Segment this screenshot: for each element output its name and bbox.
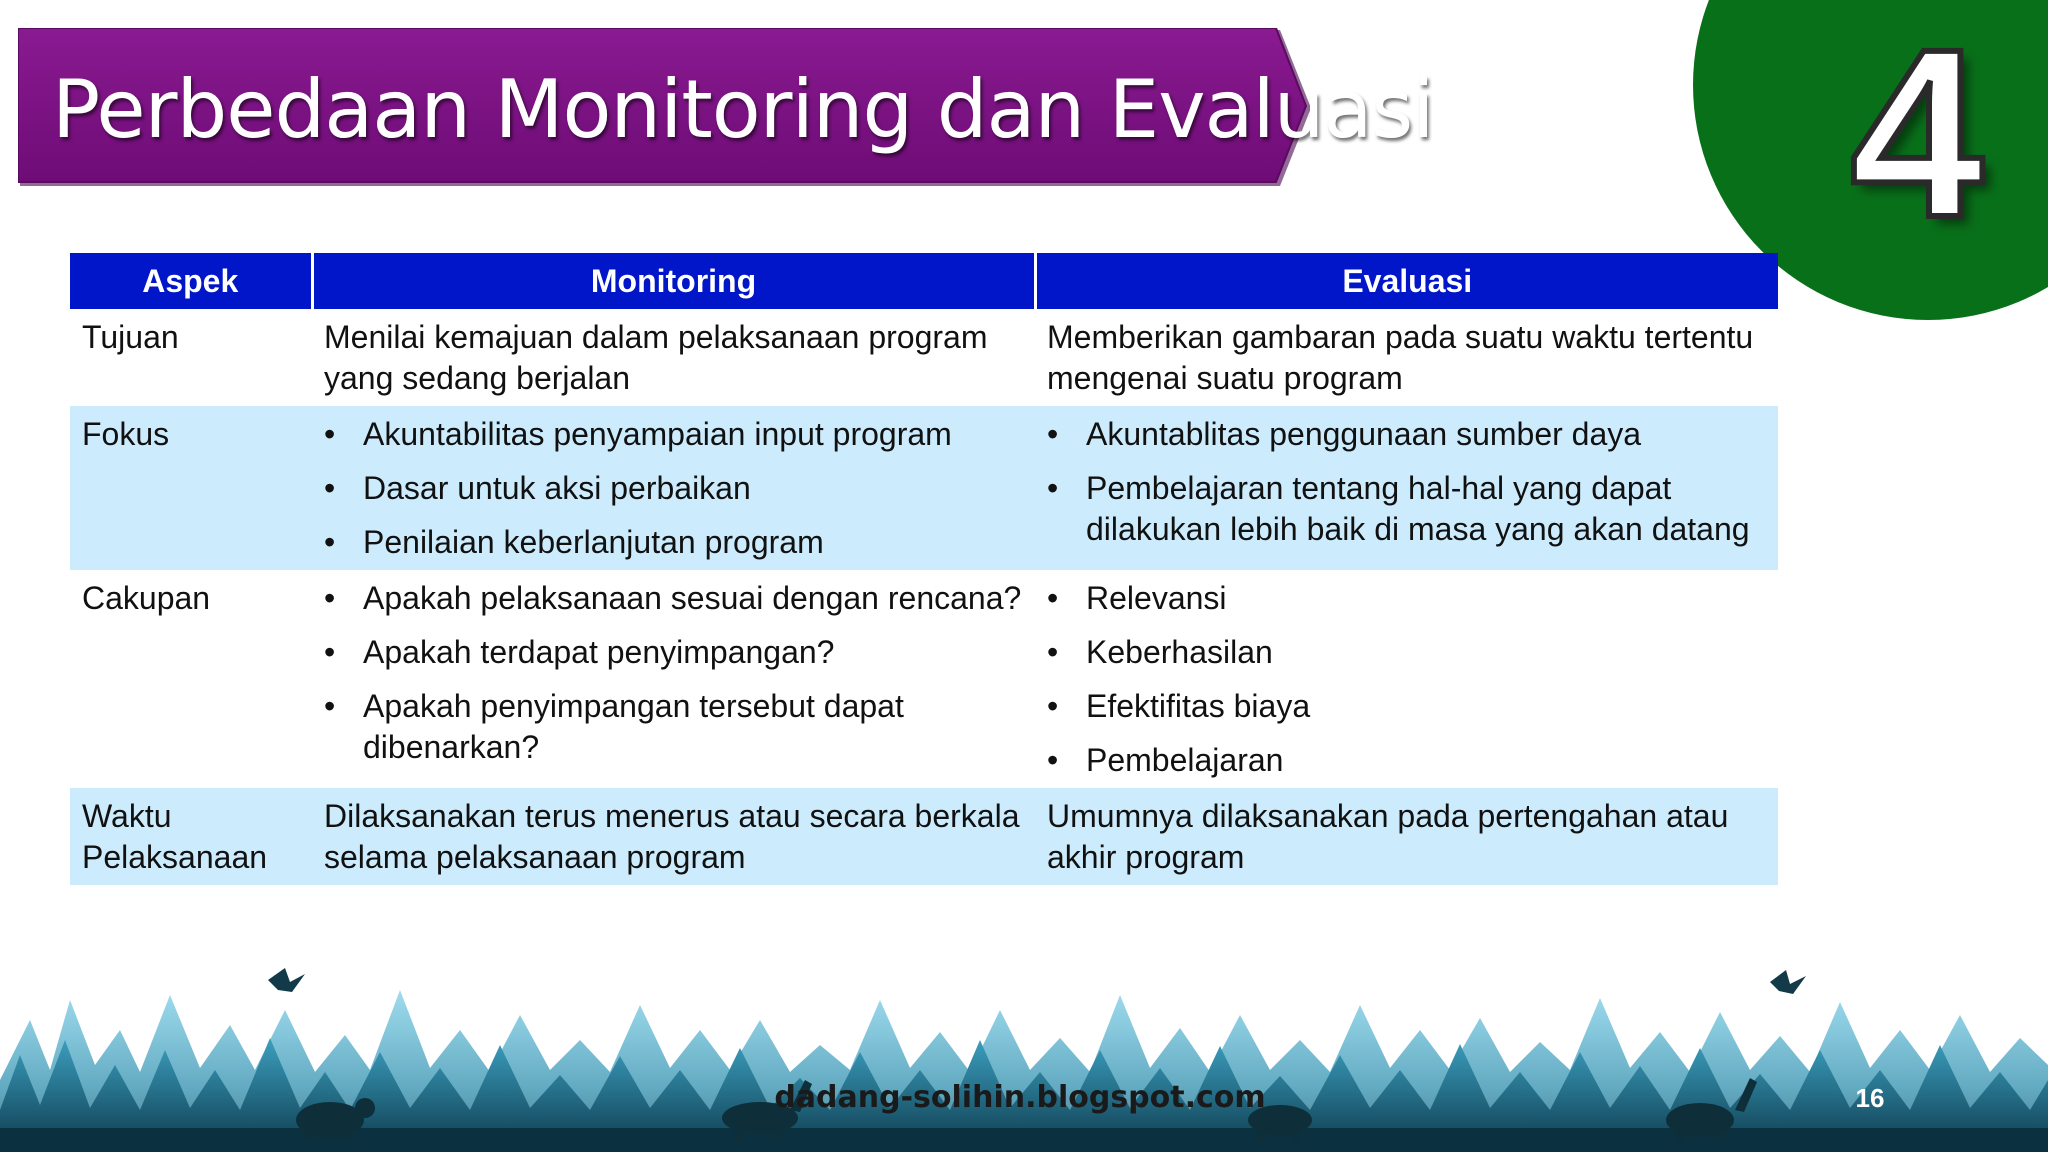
bullet-list	[324, 578, 1023, 768]
header-monitoring: Monitoring	[312, 253, 1035, 309]
bullet-list	[324, 414, 1023, 563]
cell-monitoring: Menilai kemajuan dalam pelaksanaan program yang sedang berjalan	[324, 319, 988, 396]
list-item: • Apakah pelaksanaan sesuai dengan rencana?	[324, 578, 1023, 619]
slide-number-badge: 4	[1850, 0, 1984, 267]
table-row-tujuan	[70, 309, 1778, 406]
title-banner	[18, 28, 1434, 190]
comparison-table	[70, 253, 1778, 885]
cell-aspect: Tujuan	[82, 319, 179, 355]
table-row-cakupan	[70, 570, 1778, 788]
cell-evaluasi: Memberikan gambaran pada suatu waktu tertentu mengenai suatu program	[1047, 319, 1754, 396]
cell-monitoring: Dilaksanakan terus menerus atau secara berkala selama pelaksanaan program	[312, 788, 1035, 885]
bullet-list	[1047, 414, 1766, 550]
list-item: • Akuntabilitas penyampaian input program	[324, 414, 1023, 455]
cell-aspect: Fokus	[70, 406, 312, 570]
table-header-row	[70, 253, 1778, 309]
bullet-list	[1047, 578, 1766, 781]
list-item: • Pembelajaran tentang hal-hal yang dapat dilakukan lebih baik di masa yang akan datang	[1047, 468, 1766, 550]
page-number: 16	[1855, 1083, 1885, 1113]
list-item: • Relevansi	[1047, 578, 1766, 619]
list-item: • Apakah terdapat penyimpangan?	[324, 632, 1023, 673]
list-item: • Keberhasilan	[1047, 632, 1766, 673]
footer-url: dadang-solihin.blogspot.com	[774, 1080, 1266, 1115]
list-item: • Penilaian keberlanjutan program	[324, 522, 1023, 563]
header-aspek: Aspek	[70, 253, 312, 309]
forest-footer-illustration	[0, 960, 2048, 1152]
page-title: Perbedaan Monitoring dan Evaluasi	[52, 63, 1434, 156]
cell-evaluasi	[1035, 406, 1778, 570]
list-item: • Apakah penyimpangan tersebut dapat dibenarkan?	[324, 686, 1023, 768]
list-item: • Pembelajaran	[1047, 740, 1766, 781]
cell-evaluasi: Umumnya dilaksanakan pada pertengahan atau akhir program	[1035, 788, 1778, 885]
list-item: • Akuntablitas penggunaan sumber daya	[1047, 414, 1766, 455]
cell-aspect: Waktu Pelaksanaan	[70, 788, 312, 885]
cell-aspect: Cakupan	[82, 580, 211, 616]
table-row-waktu	[70, 788, 1778, 885]
list-item: • Efektifitas biaya	[1047, 686, 1766, 727]
cell-monitoring	[312, 570, 1035, 788]
header-evaluasi: Evaluasi	[1035, 253, 1778, 309]
cell-evaluasi	[1035, 570, 1778, 788]
list-item: • Dasar untuk aksi perbaikan	[324, 468, 1023, 509]
cell-monitoring	[312, 406, 1035, 570]
table-row-fokus	[70, 406, 1778, 570]
